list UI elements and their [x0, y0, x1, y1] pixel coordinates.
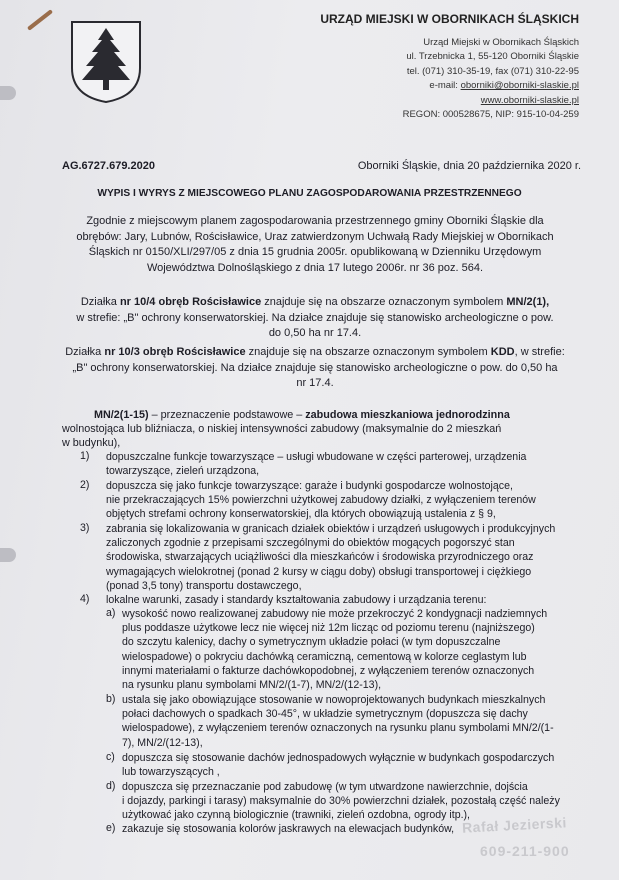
- phone-fax: tel. (071) 310-35-19, fax (071) 310-22-95: [406, 65, 579, 77]
- item-line: nie przekraczających 15% powierzchni użytkowej zabudowy działki, z wyłączeniem terenów: [106, 494, 536, 507]
- text: Działka: [65, 346, 105, 358]
- item-line: plus poddasze użytkowe lecz nie więcej niż 12m licząc od poziomu terenu (najniższego): [122, 622, 535, 635]
- website-line: [320, 94, 579, 109]
- intro-line: Województwa Dolnośląskiego z dnia 17 lutego 2006r. nr 36 poz. 564.: [146, 261, 484, 274]
- subitem-letter: e): [106, 822, 116, 834]
- zone-definition-line: [62, 408, 564, 422]
- item-number: 2): [80, 479, 90, 491]
- office-line: Urząd Miejski w Obornikach Śląskich: [423, 36, 579, 48]
- watermark-phone: 609-211-900: [480, 843, 570, 859]
- list-item: [106, 450, 564, 478]
- item-line: dopuszcza się stosowanie dachów jednospadowych wyłącznie w budynkach gospodarczych: [122, 752, 555, 764]
- list-item: [106, 522, 564, 593]
- item-line: i dojazdy, parkingi i tarasy) maksymalnie do 30% powierzchni działek, pozostałą część należy: [122, 795, 560, 808]
- punch-hole: [0, 548, 16, 562]
- zone-definition: [62, 408, 564, 451]
- item-line: towarzyszące, zieleń urządzona,: [106, 465, 260, 478]
- item-line: wielospadowe), z wyłączeniem terenów oznaczonych na rysunku planu symbolami MN/2/(1-: [122, 722, 554, 735]
- subitem-letter: d): [106, 780, 116, 792]
- item-line: ustala się jako obowiązujące stosowanie w nowoprojektowanych budynkach mieszkalnych: [122, 694, 546, 706]
- document-title: WYPIS I WYRYS Z MIEJSCOWEGO PLANU ZAGOSPODAROWANIA PRZESTRZENNEGO: [97, 188, 522, 199]
- parcel-2-line: nr 17.4.: [296, 377, 334, 389]
- item-line: połaci dachowych o spadkach 30-45°, w układzie symetrycznym (dopuszcza się dachy: [122, 708, 528, 721]
- item-line: 7), MN/2/(12-13),: [122, 736, 203, 749]
- subitem-letter: a): [106, 607, 116, 619]
- item-line: użytkować jako czynną biologicznie (trawniki, zieleń ozdobna, ogrody itp.),: [122, 809, 471, 822]
- punch-hole: [0, 86, 16, 100]
- parcel-1-paragraph: [55, 295, 575, 342]
- parcel-2-paragraph: [55, 345, 575, 392]
- item-line: zakazuje się stosowania kolorów jaskrawych na elewacjach budynków,: [122, 823, 455, 835]
- intro-line: obrębów: Jary, Lubnów, Rościsławice, Uraz zatwierdzonym Uchwałą Rady Miejskiej w Obornikach: [76, 230, 554, 243]
- parcel-2-line: „B" ochrony konserwatorskiej. Na działce znajduje się stanowisko archeologiczne o pow. do 0,50 ha: [72, 361, 558, 374]
- text: Działka: [80, 296, 120, 308]
- zone-symbol: MN/2(1),: [506, 296, 550, 308]
- item-line: dopuszcza się jako funkcje towarzyszące: garaże i budynki gospodarcze wolnostojące,: [106, 480, 513, 492]
- zone-definition-line: w budynku),: [62, 437, 121, 450]
- zone-symbol: KDD: [490, 346, 515, 358]
- subitem-letter: c): [106, 751, 115, 763]
- reference-number: AG.6727.679.2020: [62, 160, 155, 172]
- staple: [27, 9, 53, 31]
- item-line: na rysunku planu symbolami MN/2/(1-7), MN/2/(12-13),: [122, 679, 382, 692]
- zone-definition-line: wolnostojąca lub bliźniacza, o niskiej intensywności zabudowy (maksymalnie do 2 mieszkań: [62, 423, 502, 436]
- sub-list-item: [122, 607, 566, 692]
- item-line: środowiska, stwarzających uciążliwości dla mieszkańców i środowiska przyrodniczego oraz: [106, 551, 534, 564]
- item-number: 1): [80, 450, 90, 462]
- item-line: zabrania się lokalizowania w granicach działek obiektów i urządzeń usługowych i produkcyjnych: [106, 523, 556, 535]
- item-line: wielospadowe) o pokryciu dachówką ceramiczną, cementową w kolorze ceglastym lub: [122, 650, 527, 663]
- email-link[interactable]: oborniki@oborniki-slaskie.pl: [460, 80, 579, 91]
- text: , w strefie:: [514, 346, 565, 358]
- item-line: dopuszcza się przeznaczanie pod zabudowę (w tym utwardzone nawierzchnie, dojścia: [122, 781, 528, 793]
- text: znajduje się na obszarze oznaczonym symbolem: [261, 296, 507, 308]
- intro-line: Zgodnie z miejscowym planem zagospodarowania przestrzennego gminy Oborniki Śląskie dla: [86, 215, 544, 227]
- intro-line: Śląskich nr 0150/XLI/297/05 z dnia 15 grudnia 2005r. opublikowaną w Dzienniku Urzędowym: [88, 246, 542, 258]
- parcel-2-line: [55, 345, 575, 361]
- parcel-id: nr 10/3 obręb Rościsławice: [104, 346, 246, 358]
- item-line: zaliczonych zgodnie z przepisami szczególnymi do obiektów mogących pogorszyć stan: [106, 537, 515, 550]
- item-line: objętych strefami ochrony konserwatorskiej, dla których obowiązują ustalenia z § 9,: [106, 508, 496, 521]
- list-item: [106, 593, 564, 607]
- office-name: URZĄD MIEJSKI W OBORNIKACH ŚLĄSKICH: [320, 12, 579, 26]
- subitem-letter: b): [106, 693, 116, 705]
- sub-list-item: [122, 693, 566, 750]
- item-line: wysokość nowo realizowanej zabudowy nie może przekroczyć 2 kondygnacji nadziemnych: [122, 608, 548, 620]
- coat-of-arms-logo: [70, 20, 142, 104]
- parcel-1-line: do 0,50 ha nr 17.4.: [268, 327, 362, 339]
- zone-purpose: zabudowa mieszkaniowa jednorodzinna: [305, 409, 510, 421]
- email-label: e-mail:: [429, 80, 461, 91]
- item-number: 3): [80, 522, 90, 534]
- item-line: (ponad 3,5 tony) transportu dostawczego,: [106, 579, 302, 592]
- item-line: lub towarzyszących ,: [122, 766, 220, 779]
- item-line: dopuszczalne funkcje towarzyszące – usługi wbudowane w części parterowej, urządzenia: [106, 451, 527, 463]
- parcel-id: nr 10/4 obręb Rościsławice: [119, 296, 262, 308]
- item-line: lokalne warunki, zasady i standardy kształtowania zabudowy i urządzania terenu:: [106, 594, 487, 606]
- item-line: do szczytu kalenicy, dachy o symetrycznym układzie połaci (w tym dopuszczalne: [122, 636, 501, 649]
- item-number: 4): [80, 593, 90, 605]
- email-line: [320, 79, 579, 94]
- watermark-name: Rafał Jezierski: [461, 814, 568, 836]
- letterhead: [320, 12, 579, 123]
- text: – przeznaczenie podstawowe –: [148, 409, 306, 421]
- item-line: innymi materiałami o fakturze dachówkopodobnej, z wyłączeniem terenów oznaczonych: [122, 664, 535, 677]
- parcel-1-line: w strefie: „B" ochrony konserwatorskiej. Na działce znajduje się stanowisko archeologiczne o pow.: [76, 311, 554, 324]
- watermark: [462, 805, 612, 875]
- website-link[interactable]: www.oborniki-slaskie.pl: [480, 94, 579, 106]
- parcel-1-line: [55, 295, 575, 311]
- zone-symbol: MN/2(1-15): [94, 409, 149, 421]
- dateline: Oborniki Śląskie, dnia 20 października 2020 r.: [357, 160, 581, 172]
- address: ul. Trzebnicka 1, 55-120 Oborniki Śląskie: [406, 51, 579, 62]
- item-line: wymagających wielokrotnej (ponad 2 kursy w ciągu doby) obsługi transportowej i ciężkiego: [106, 565, 532, 578]
- text: znajduje się na obszarze oznaczonym symbolem: [245, 346, 491, 358]
- list-item: [106, 479, 564, 522]
- intro-paragraph: [55, 214, 575, 276]
- sub-list-item: [122, 751, 566, 779]
- regon-nip: REGON: 000528675, NIP: 915-10-04-259: [402, 109, 579, 120]
